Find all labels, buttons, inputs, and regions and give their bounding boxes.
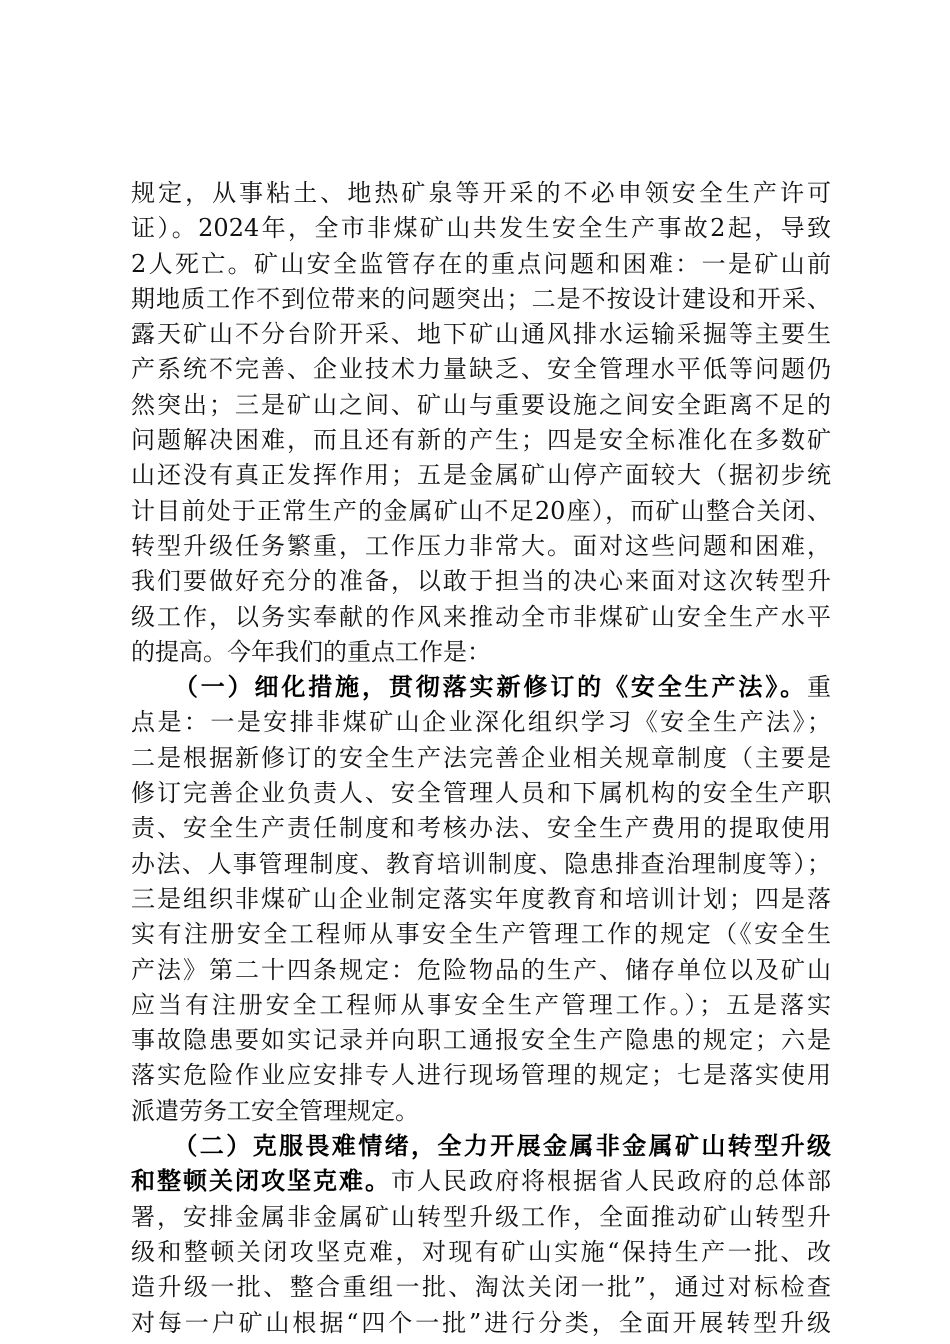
section-2-heading-cont: 和整顿关闭攻坚克难。: [131, 1167, 391, 1196]
text-line: 级和整顿关闭攻坚克难，对现有矿山实施“保持生产一批、改: [131, 1237, 831, 1266]
section-2-second-line: [131, 1164, 831, 1199]
text-line: 问题解决困难，而且还有新的产生；四是安全标准化在多数矿: [131, 426, 831, 455]
text-line: 实有注册安全工程师从事安全生产管理工作的规定（《安全生: [131, 920, 831, 949]
text-line: 造升级一批、整合重组一批、淘汰关闭一批”，通过对标检查: [131, 1273, 831, 1302]
paragraph-context: [131, 176, 831, 670]
text-line: 点是：一是安排非煤矿山企业深化组织学习《安全生产法》；: [131, 708, 831, 737]
text-line: 的提高。今年我们的重点工作是：: [131, 637, 491, 666]
text-line: 办法、人事管理制度、教育培训制度、隐患排查治理制度等）；: [131, 849, 831, 878]
section-1-heading: （一）细化措施，贯彻落实新修订的《安全生产法》。: [171, 673, 807, 702]
text-line: 证）。2024年，全市非煤矿山共发生安全生产事故2起，导致: [131, 214, 831, 243]
section-1: [131, 670, 831, 1129]
text-line: 署，安排金属非金属矿山转型升级工作，全面推动矿山转型升: [131, 1202, 831, 1231]
text-line: 然突出；三是矿山之间、矿山与重要设施之间安全距离不足的: [131, 390, 831, 419]
text-line: 应当有注册安全工程师从事安全生产管理工作。）；五是落实: [131, 990, 831, 1019]
text-line: 修订完善企业负责人、安全管理人员和下属机构的安全生产职: [131, 779, 831, 808]
text-line: 事故隐患要如实记录并向职工通报安全生产隐患的规定；六是: [131, 1026, 831, 1055]
text-line: 三是组织非煤矿山企业制定落实年度教育和培训计划；四是落: [131, 884, 831, 913]
text-line: 期地质工作不到位带来的问题突出；二是不按设计建设和开采、: [131, 284, 831, 313]
text-line: 产系统不完善、企业技术力量缺乏、安全管理水平低等问题仍: [131, 355, 831, 384]
section-2-first-line: [131, 1129, 831, 1164]
text-fragment: 重: [807, 673, 831, 702]
section-2: [131, 1129, 831, 1341]
text-line: 规定，从事粘土、地热矿泉等开采的不必申领安全生产许可: [131, 179, 831, 207]
text-line: 派遣劳务工安全管理规定。: [131, 1096, 419, 1125]
text-line: 我们要做好充分的准备，以敢于担当的决心来面对这次转型升: [131, 567, 831, 596]
text-line: 责、安全生产责任制度和考核办法、安全生产费用的提取使用: [131, 814, 831, 843]
text-line: 计目前处于正常生产的金属矿山不足20座），而矿山整合关闭、: [131, 496, 831, 525]
document-body: [131, 176, 831, 1341]
text-line: 转型升级任务繁重，工作压力非常大。面对这些问题和困难，: [131, 531, 831, 560]
text-line: 山还没有真正发挥作用；五是金属矿山停产面较大（据初步统: [131, 461, 831, 490]
text-line: 2人死亡。矿山安全监管存在的重点问题和困难：一是矿山前: [131, 249, 831, 278]
section-2-heading: （二）克服畏难情绪，全力开展金属非金属矿山转型升级: [171, 1132, 831, 1161]
text-line: 产法》第二十四条规定：危险物品的生产、储存单位以及矿山: [131, 955, 831, 984]
text-line: 二是根据新修订的安全生产法完善企业相关规章制度（主要是: [131, 743, 831, 772]
section-1-first-line: [131, 670, 831, 705]
text-line: 对每一户矿山根据“四个一批”进行分类，全面开展转型升级: [131, 1308, 831, 1337]
text-line: 落实危险作业应安排专人进行现场管理的规定；七是落实使用: [131, 1061, 831, 1090]
text-fragment: 市人民政府将根据省人民政府的总体部: [391, 1167, 831, 1196]
text-line: 级工作，以务实奉献的作风来推动全市非煤矿山安全生产水平: [131, 602, 831, 631]
text-line: 露天矿山不分台阶开采、地下矿山通风排水运输采掘等主要生: [131, 320, 831, 349]
